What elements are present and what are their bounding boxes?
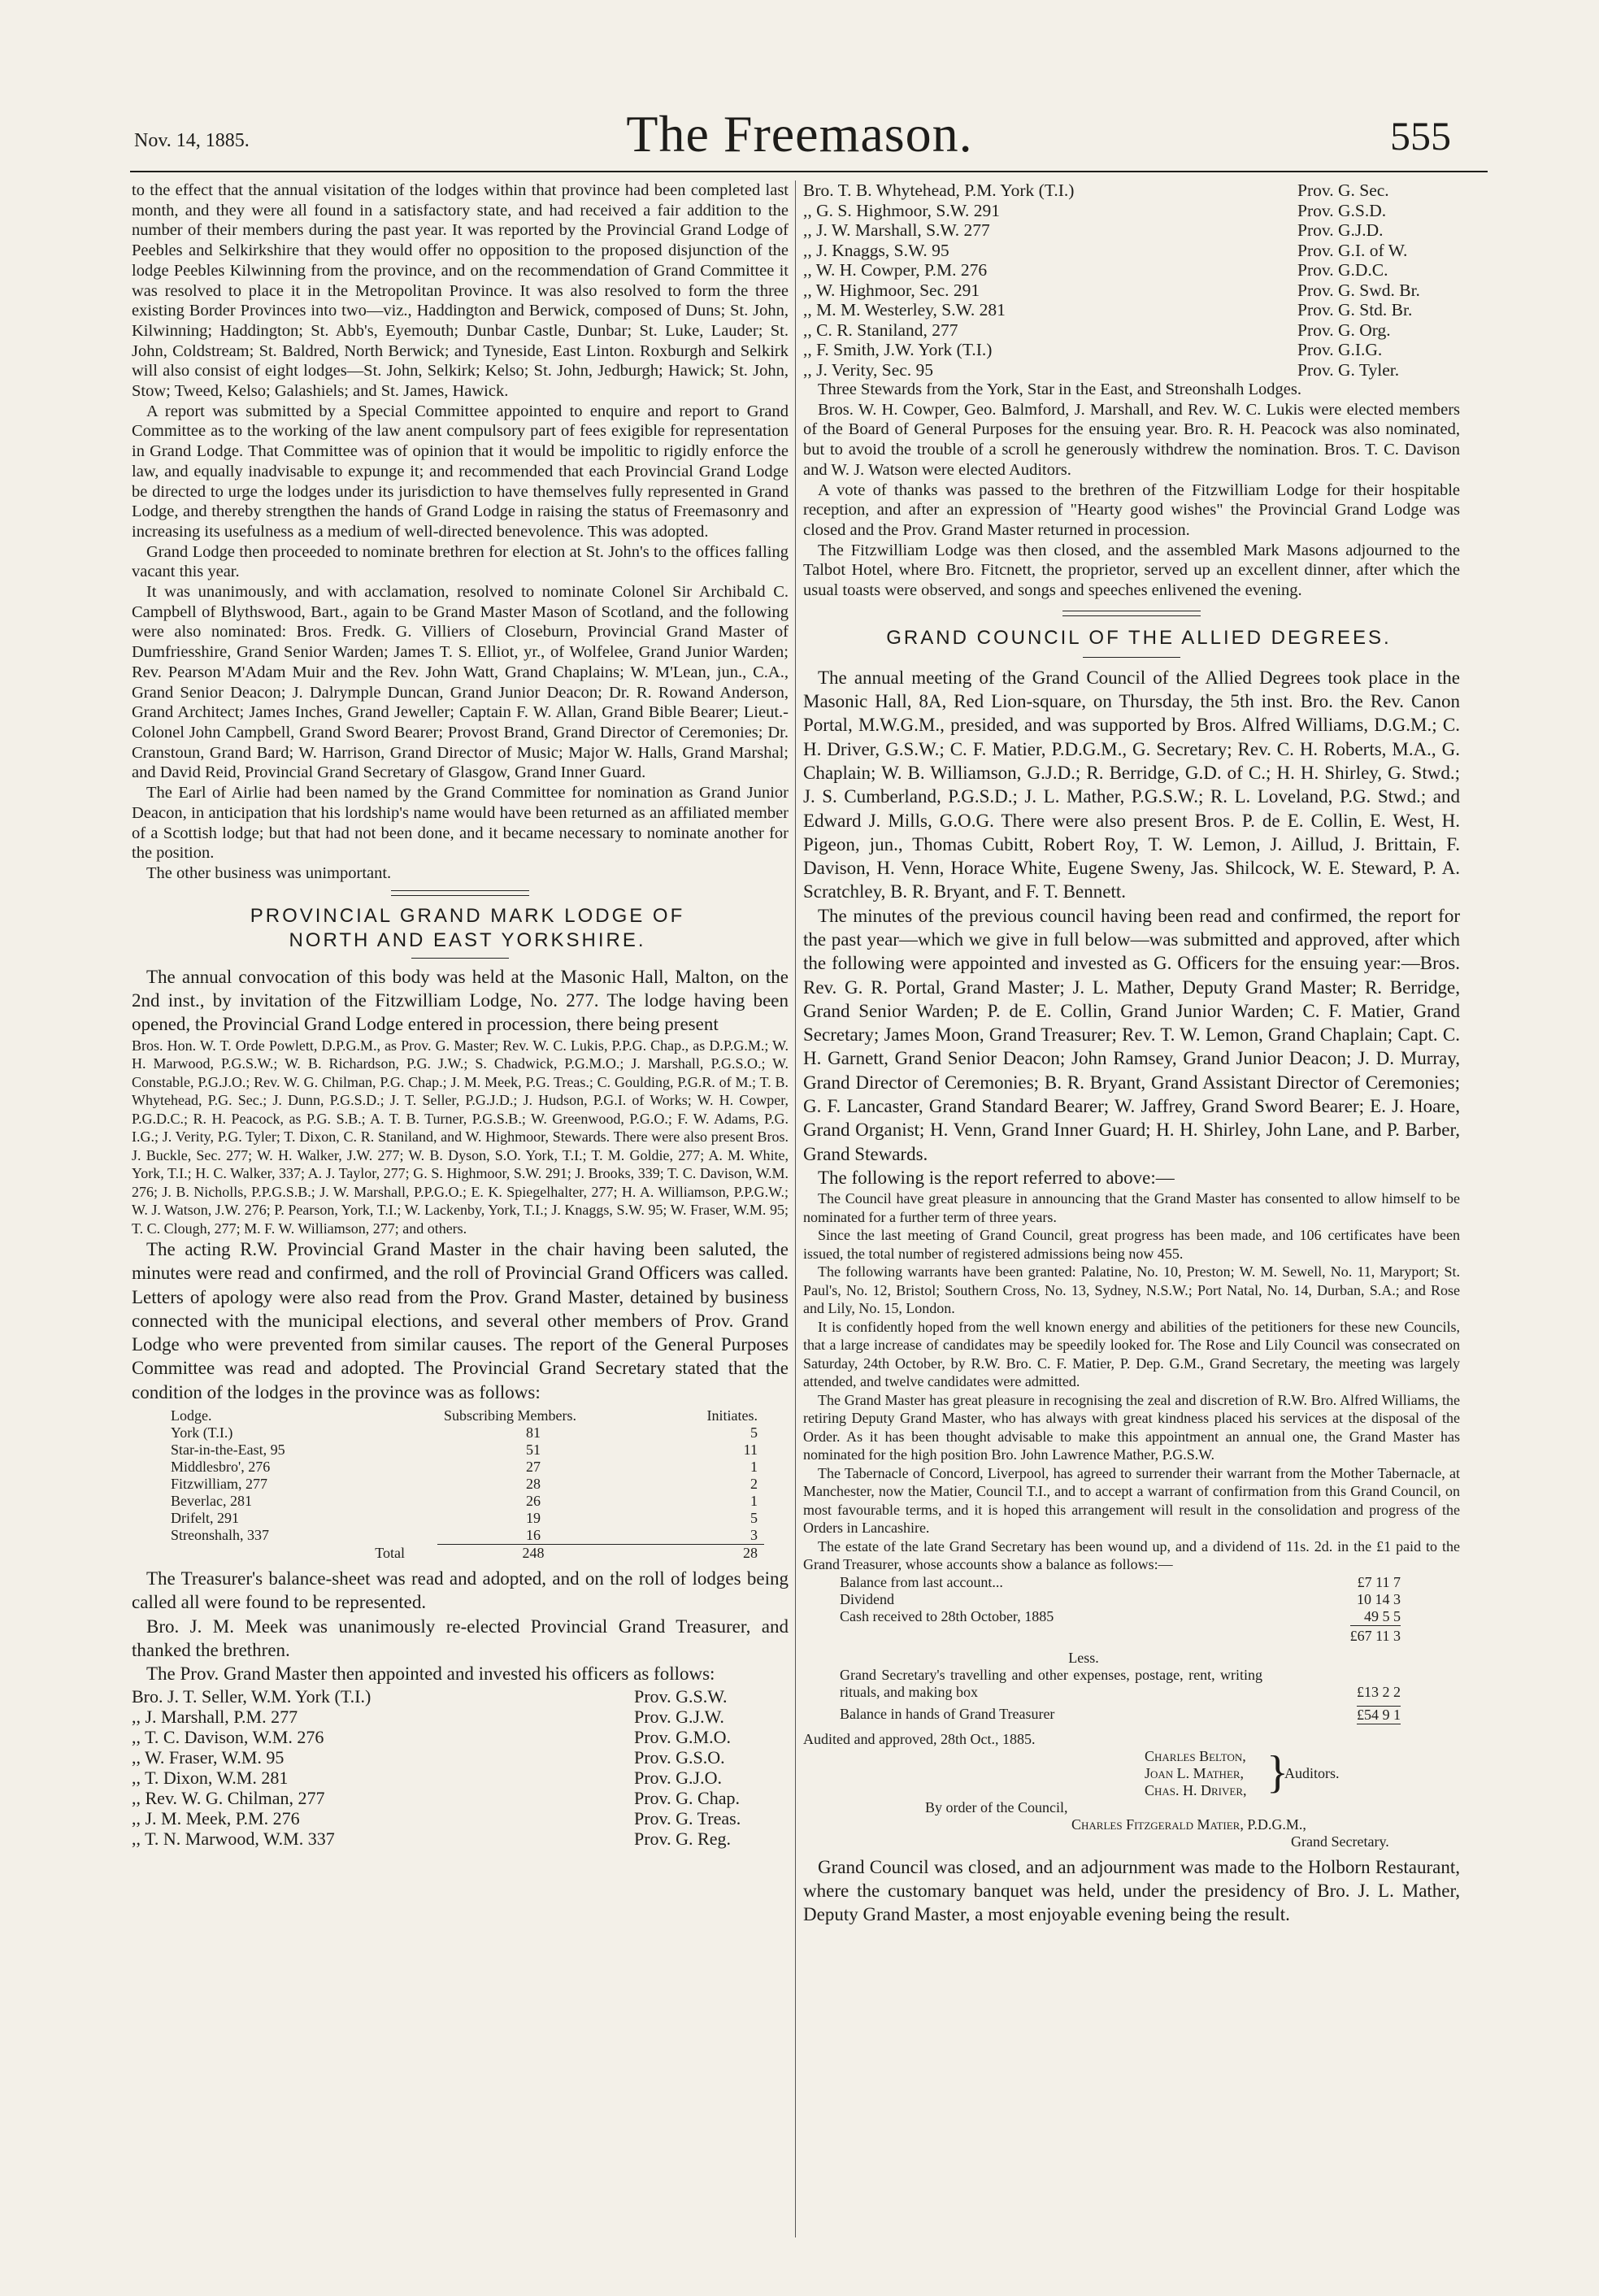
initiates-count: 11: [743, 1442, 758, 1459]
officer-office: Prov. G.I.G.: [1297, 340, 1383, 359]
members-count: 26: [526, 1493, 541, 1510]
signatory-title: Grand Secretary.: [1291, 1833, 1389, 1850]
account-row: [840, 1608, 1401, 1625]
members-count: 28: [526, 1476, 541, 1493]
officer-office: Prov. G. Swd. Br.: [1297, 280, 1420, 300]
less-label: Less.: [1068, 1649, 1099, 1666]
members-count: 51: [526, 1442, 541, 1459]
auditors-label: Auditors.: [1284, 1764, 1340, 1781]
article-paragraph: Grand Lodge then proceeded to nominate brethren for election at St. John's to the offices falling vacant this year.: [132, 542, 789, 581]
column-divider: [795, 180, 796, 2237]
lodge-name: Fitzwilliam, 277: [171, 1476, 267, 1493]
officer-office: Prov. G.S.D.: [1297, 200, 1387, 220]
officer-name: ,, J. Knaggs, S.W. 95: [803, 240, 949, 260]
officer-office: Prov. G.S.W.: [634, 1685, 728, 1707]
balance-amount: £54 9 1: [1357, 1706, 1401, 1723]
report-paragraph: The estate of the late Grand Secretary has been wound up, and a dividend of 11s. 2d. in the £1 paid to the Grand Treasurer, whose accounts show a balance as follows:—: [803, 1537, 1460, 1573]
members-count: 16: [526, 1527, 541, 1544]
section-heading: PROVINCIAL GRAND MARK LODGE OF: [250, 904, 685, 927]
officer-office: Prov. G.S.O.: [634, 1746, 725, 1768]
balance-label: Balance in hands of Grand Treasurer: [840, 1705, 1055, 1722]
officer-office: Prov. G. Reg.: [634, 1828, 731, 1849]
account-total-row: [840, 1625, 1401, 1645]
report-paragraph: Since the last meeting of Grand Council, great progress has been made, and 106 certificates have been issued, the total number of registered admissions being now 455.: [803, 1227, 1460, 1262]
officer-name: ,, W. Fraser, W.M. 95: [132, 1746, 285, 1768]
section-heading: NORTH AND EAST YORKSHIRE.: [289, 928, 646, 951]
account-row: [840, 1706, 1401, 1724]
officer-office: Prov. G.I. of W.: [1297, 240, 1408, 260]
article-paragraph: The other business was unimportant.: [146, 863, 392, 882]
audit-signature-block: [803, 1731, 1460, 1850]
masthead-title: The Freemason.: [626, 105, 973, 163]
officers-list: [132, 1686, 789, 1849]
account-label: Balance from last account...: [840, 1573, 1003, 1590]
account-amount: 49 5 5: [1364, 1607, 1401, 1624]
officer-name: Bro. T. B. Whytehead, P.M. York (T.I.): [803, 180, 1075, 200]
lodge-name: Streonshalh, 337: [171, 1527, 269, 1544]
total-initiates: 28: [629, 1545, 764, 1563]
officer-name: ,, F. Smith, J.W. York (T.I.): [803, 340, 993, 359]
lodge-name: Middlesbro', 276: [171, 1459, 271, 1476]
account-label: Cash received to 28th October, 1885: [840, 1607, 1054, 1624]
officer-office: Prov. G. Chap.: [634, 1787, 740, 1808]
officer-office: Prov. G.D.C.: [1297, 260, 1388, 280]
expense-label: Grand Secretary's travelling and other expenses, postage, rent, writing rituals, and making box: [840, 1666, 1262, 1700]
list-item: [132, 1768, 789, 1788]
lodge-statistics-table: [164, 1407, 764, 1562]
article-paragraph: The Earl of Airlie had been named by the Grand Committee for nomination as Grand Junior Deacon, in anticipation that his lordship's name would have been returned as an affiliated member of a Scottish lodge; but that had not been done, and it became necessary to nominate another for the position.: [132, 784, 789, 863]
report-paragraph: The Tabernacle of Concord, Liverpool, has agreed to surrender their warrant from the Mother Tabernacle, at Manchester, now the Matier, Council T.I., and to accept a warrant of confirmation from this Grand Council, on most favourable terms, and it is hoped this arrangement will result in the consolidation and progress of the Orders in Lancashire.: [803, 1464, 1460, 1537]
officer-office: Prov. G. Std. Br.: [1297, 300, 1413, 320]
article-paragraph: A vote of thanks was passed to the brethren of the Fitzwilliam Lodge for their hospitable reception, and after an expression of "Hearty good wishes" the Provincial Grand Lodge was closed and the Prov. Grand Master returned in procession.: [803, 481, 1460, 539]
list-item: [803, 260, 1460, 280]
officer-name: Bro. J. T. Seller, W.M. York (T.I.): [132, 1685, 372, 1707]
article-paragraph: Three Stewards from the York, Star in the East, and Streonshalh Lodges.: [818, 380, 1301, 398]
table-row: [164, 1424, 764, 1442]
table-row: [164, 1493, 764, 1510]
list-item: [132, 1788, 789, 1808]
report-paragraph: The Council have great pleasure in announcing that the Grand Master has consented to allow himself to be nominated for a further term of three years.: [803, 1190, 1460, 1225]
table-row: [164, 1527, 764, 1545]
account-amount: £7 11 7: [1357, 1573, 1401, 1590]
account-total: £67 11 3: [1350, 1625, 1401, 1645]
officer-name: ,, J. Verity, Sec. 95: [803, 359, 934, 380]
audited-line: Audited and approved, 28th Oct., 1885.: [803, 1730, 1036, 1747]
report-paragraph: The Grand Master has great pleasure in recognising the zeal and discretion of R.W. Bro. Alfred Williams, the retiring Deputy Grand Master, who has always with great kindness placed his services at the disposal of the Order. As it has been thought advisable to make this appointment an annual one, the Grand Master has nominated for the high position Bro. John Lawrence Mather, P.G.S.W.: [803, 1391, 1460, 1463]
officer-office: Prov. G. Org.: [1297, 320, 1391, 340]
officer-name: ,, W. H. Cowper, P.M. 276: [803, 260, 988, 280]
total-members: 248: [437, 1545, 629, 1563]
officer-office: Prov. G.J.W.: [634, 1706, 724, 1727]
officer-name: ,, J. Marshall, P.M. 277: [132, 1706, 298, 1727]
lodge-name: York (T.I.): [171, 1424, 233, 1442]
initiates-count: 1: [750, 1459, 758, 1476]
article-paragraph: The Prov. Grand Master then appointed and invested his officers as follows:: [146, 1663, 715, 1685]
list-item: [132, 1829, 789, 1849]
list-item: [803, 320, 1460, 341]
officer-office: Prov. G.M.O.: [634, 1726, 731, 1747]
council-report: [803, 1189, 1460, 1574]
article-paragraph: A report was submitted by a Special Committee appointed to enquire and report to Grand Committee as to the working of the law anent compulsory part of fees exigible for representation in Grand Lodge. That Committee was of opinion that it would be impolitic to rigidly enforce the law, and equally inadvisable to expunge it; and recommended that each Provincial Grand Lodge be directed to urge the lodges under its jurisdiction to have themselves fully represented in Grand Lodge, and thereby strengthen the hands of Grand Lodge in raising the status of Freemasonry and increasing its usefulness as a medium of well-directed benevolence. This was adopted.: [132, 402, 789, 541]
list-item: [132, 1686, 789, 1707]
section-rule: [1062, 611, 1201, 616]
members-count: 81: [526, 1424, 541, 1442]
article-paragraph: The following is the report referred to above:—: [818, 1167, 1175, 1188]
account-amount: 10 14 3: [1357, 1590, 1401, 1607]
officers-list: [803, 180, 1460, 380]
list-item: [132, 1707, 789, 1727]
list-item: [803, 180, 1460, 201]
page-header: [0, 0, 1599, 163]
account-label: Dividend: [840, 1590, 894, 1607]
officer-name: ,, W. Highmoor, Sec. 291: [803, 280, 980, 300]
article-paragraph: Grand Council was closed, and an adjournment was made to the Holborn Restaurant, where the customary banquet was held, under the presidency of Bro. J. L. Mather, Deputy Grand Master, a most enjoyable evening being the result.: [803, 1856, 1460, 1925]
initiates-count: 2: [750, 1476, 758, 1493]
article-paragraph: The minutes of the previous council having been read and confirmed, the report for the past year—which we give in full below—was submitted and approved, after which the following were appointed and invested as G. Officers for the ensuing year:—Bros. Rev. G. R. Portal, Grand Master; J. L. Mather, Deputy Grand Master; R. Berridge, Grand Senior Warden; P. de E. Collin, Grand Junior Warden; C. F. Matier, Grand Secretary; James Moon, Grand Treasurer; Rev. T. W. Lemon, Grand Chaplain; Capt. C. H. Garnett, Grand Senior Deacon; John Ramsey, Grand Junior Deacon; J. D. Murray, Grand Director of Ceremonies; B. R. Bryant, Grand Assistant Director of Ceremonies; G. F. Lancaster, Grand Standard Bearer; W. Jaffrey, Grand Sword Bearer; E. J. Hoare, Grand Organist; H. Venn, Grand Inner Guard; H. H. Shirley, John Lane, and P. Barber, Grand Stewards.: [803, 905, 1460, 1164]
list-item: [803, 201, 1460, 221]
officer-office: Prov. G. Tyler.: [1297, 359, 1400, 380]
list-item: [803, 241, 1460, 261]
attendance-list: Bros. Hon. W. T. Orde Powlett, D.P.G.M., as Prov. G. Master; Rev. W. C. Lukis, P.P.G. Chap., as D.P.G.M.; W. H. Marwood, P.G.S.W.; W. B. Richardson, P.G. J.W.; S. Chadwick, P.G.M.O.; J. Marshall, P.G.S.O.; W. Constable, P.G.J.O.; Rev. W. G. Chilman, P.G. Chap.; J. M. Meek, P.G. Treas.; C. Goulding, P.G.R. of M.; T. B. Whytehead, P.G. Sec.; J. Dunn, P.G.S.D.; J. T. Seller, P.G.J.D.; J. Hudson, P.G.I. of Works; W. H. Cowper, P.G.D.C.; R. H. Peacock, as P.G. S.B.; A. T. B. Turner, P.G.S.B.; W. Greenwood, P.G.O.; F. W. Adams, P.G. I.G.; J. Verity, P.G. Tyler; T. Dixon, C. R. Staniland, and W. Highmoor, Stewards. There were also present Bros. J. Buckle, Sec. 277; W. H. Walker, J.W. 277; W. B. Dyson, S.O. York, T.I.; T. M. Goldie, 277; A. M. White, York, T.I.; H. C. Walker, 337; A. J. Taylor, 277; G. S. Highmoor, S.W. 291; J. Brooks, 339; T. C. Davison, W.M. 276; J. B. Nicholls, P.P.G.S.B.; J. W. Marshall, P.P.G.O.; E. K. Spiegelhalter, 277; H. A. Williamson, P.P.G.W.; W. J. Watson, J.W. 276; P. Pearson, York, T.I.; W. Lackenby, York, T.I.; J. Knaggs, S.W. 95; W. Fraser, W.M. 95; T. C. Clough, 277; M. F. W. Williamson, 277; and others.: [132, 1037, 789, 1237]
table-total-row: [164, 1545, 764, 1563]
officer-name: ,, G. S. Highmoor, S.W. 291: [803, 200, 1001, 220]
officer-name: ,, Rev. W. G. Chilman, 277: [132, 1787, 325, 1808]
officer-office: Prov. G.J.O.: [634, 1767, 722, 1788]
article-paragraph: Bros. W. H. Cowper, Geo. Balmford, J. Marshall, and Rev. W. C. Lukis were elected members of the Board of General Purposes for the ensuing year. Bro. R. H. Peacock was also nominated, but to avoid the trouble of a scroll he generously withdrew the nomination. Bros. T. C. Davison and W. J. Watson were elected Auditors.: [803, 400, 1460, 479]
list-item: [803, 280, 1460, 301]
officer-name: ,, M. M. Westerley, S.W. 281: [803, 300, 1006, 320]
article-paragraph: to the effect that the annual visitation of the lodges within that province had been completed last month, and they were all found in a satisfactory state, and had received a fair addition to the number of their members during the past year. It was reported by the Provincial Grand Lodge of Peebles and Selkirkshire that they would offer no opposition to the proposed disjunction of the lodge Peebles Kilwinning from the province, and on the recommendation of Grand Committee it was resolved to place it in the Metropolitan Province. It was also resolved to form the three existing Border Provinces into two—viz., Haddington and Berwick, composed of Duns; St. John, Kilwinning; Haddington; St. Abb's, Eyemouth; Dunbar Castle, Dunbar; St. Luke, Lauder; St. John, Coldstream; St. Baldred, North Berwick; and Tyneside, East Linton. Roxburgh and Selkirk will also consist of eight lodges—St. John, Selkirk; Kelso; St. John, Jedburgh; Hawick; St. John, Stow; Tweed, Kelso; Galashiels; and St. James, Hawick.: [132, 181, 789, 401]
left-column: [132, 180, 789, 1849]
auditor-name: Joan L. Mather,: [1145, 1764, 1245, 1781]
report-paragraph: The following warrants have been granted: Palatine, No. 10, Preston; W. M. Sewell, No. 11, Maryport; St. Paul's, No. 12, Bristol; Southern Cross, No. 13, Sydney, N.S.W.; Port Natal, No. 14, Durban, S.A.; and Rose and Lily, No. 15, London.: [803, 1263, 1460, 1317]
auditor-name: Chas. H. Driver,: [1145, 1781, 1247, 1798]
account-row: [840, 1667, 1401, 1701]
list-item: [132, 1727, 789, 1747]
treasurer-accounts: [840, 1574, 1460, 1724]
signatory-name: Charles Fitzgerald Matier, P.D.G.M.,: [1071, 1815, 1306, 1833]
list-item: [803, 300, 1460, 320]
total-label: Total: [375, 1544, 405, 1561]
list-item: [132, 1808, 789, 1829]
article-paragraph: The acting R.W. Provincial Grand Master in the chair having been saluted, the minutes were read and confirmed, and the roll of Provincial Grand Officers was called. Letters of apology were also read from the Prov. Grand Master, detained by business connected with the municipal elections, and several other members of Prov. Grand Lodge who were prevented from similar causes. The report of the General Purposes Committee was read and adopted. The Provincial Grand Secretary stated that the condition of the lodges in the province was as follows:: [132, 1239, 789, 1402]
auditor-name: Charles Belton,: [1145, 1747, 1246, 1764]
report-paragraph: It is confidently hoped from the well known energy and abilities of the petitioners for these new Councils, that a large increase of candidates may be speedily looked for. The Rose and Lily Council was consecrated on Saturday, 24th October, by R.W. Bro. C. F. Matier, P. Dep. G.M., Grand Secretary, the meeting was largely attended, and twelve candidates were admitted.: [803, 1318, 1460, 1390]
section-rule: [391, 890, 529, 896]
issue-date: Nov. 14, 1885.: [134, 130, 250, 151]
expense-amount: £13 2 2: [1357, 1683, 1401, 1700]
table-header: Lodge.: [171, 1407, 212, 1424]
officer-office: Prov. G.J.D.: [1297, 220, 1384, 240]
article-paragraph: The annual meeting of the Grand Council of the Allied Degrees took place in the Masonic Hall, 8A, Red Lion-square, on Thursday, the 5th inst. Bro. the Rev. Canon Portal, M.W.G.M., presided, and was supported by Bros. Alfred Williams, D.G.M.; C. H. Driver, G.S.W.; C. F. Matier, P.D.G.M., G. Secretary; Rev. C. H. Roberts, M.A., G. Chaplain; W. B. Williamson, G.J.D.; R. Berridge, G.D. of C.; H. H. Shirley, G. Stwd.; J. S. Cumberland, P.G.S.D.; J. L. Mather, P.G.S.W.; R. L. Loveland, P.G. Stwd.; and Edward J. Mills, G.O.G. There were also present Bros. P. de E. Collin, E. West, H. Pigeon, jun., Thomas Cubitt, Robert Roy, T. W. Lemon, J. Aillud, J. Brittain, F. Davison, H. Venn, Horace White, Eugene Sweny, Jas. Shilcock, W. E. Steward, P. A. Scratchley, B. R. Bryant, and F. T. Bennett.: [803, 667, 1460, 902]
initiates-count: 3: [750, 1527, 758, 1544]
initiates-count: 5: [750, 1424, 758, 1442]
lodge-name: Beverlac, 281: [171, 1493, 252, 1510]
officer-name: ,, C. R. Staniland, 277: [803, 320, 958, 340]
by-order-line: By order of the Council,: [925, 1798, 1068, 1815]
page-number: 555: [1390, 113, 1451, 159]
list-item: [132, 1747, 789, 1768]
account-row: [840, 1574, 1401, 1591]
auditors-block: [1145, 1748, 1460, 1799]
article-paragraph: It was unanimously, and with acclamation, resolved to nominate Colonel Sir Archibald C. Campbell of Blythswood, Bart., again to be Grand Master Mason of Scotland, and the following were also nominated: Bros. Fredk. G. Villiers of Closeburn, Provincial Grand Master of Dumfriesshire, Grand Senior Warden; James T. S. Elliot, yr., of Wolfelee, Grand Junior Warden; Rev. Pearson M'Adam Muir and the Rev. John Watt, Grand Chaplains; W. M'Lean, jun., C.A., Grand Senior Deacon; J. Dalrymple Duncan, Grand Junior Deacon; Dr. R. Rowand Anderson, Grand Architect; James Inches, Grand Jeweller; Captain F. W. Allan, Grand Bible Bearer; Lieut.-Colonel John Campbell, Grand Sword Bearer; Provost Brand, Grand Director of Ceremonies; Dr. Cranstoun, Grand Bard; W. Harrison, Grand Director of Music; Major W. Halls, Grand Marshal; and David Reid, Provincial Grand Secretary of Glasgow, Grand Inner Guard.: [132, 583, 789, 782]
officer-name: ,, J. M. Meek, P.M. 276: [132, 1807, 300, 1829]
article-paragraph: Bro. J. M. Meek was unanimously re-elected Provincial Grand Treasurer, and thanked the brethren.: [132, 1615, 789, 1660]
article-paragraph: The Fitzwilliam Lodge was then closed, and the assembled Mark Masons adjourned to the Talbot Hotel, where Bro. Fitcnett, the proprietor, served up an excellent dinner, after which the usual toasts were observed, and songs and speeches enlivened the evening.: [803, 541, 1460, 600]
brace: }: [1267, 1746, 1288, 1798]
officer-name: ,, T. N. Marwood, W.M. 337: [132, 1828, 335, 1849]
table-header: Subscribing Members.: [444, 1407, 576, 1424]
article-paragraph: The annual convocation of this body was held at the Masonic Hall, Malton, on the 2nd inst., by invitation of the Fitzwilliam Lodge, No. 277. The lodge having been opened, the Provincial Grand Lodge entered in procession, there being present: [132, 966, 789, 1035]
list-item: [803, 360, 1460, 380]
table-header: Initiates.: [706, 1407, 758, 1424]
table-row: [164, 1442, 764, 1459]
table-row: [164, 1459, 764, 1476]
officer-name: ,, J. W. Marshall, S.W. 277: [803, 220, 990, 240]
table-row: [164, 1476, 764, 1493]
initiates-count: 1: [750, 1493, 758, 1510]
officer-name: ,, T. C. Davison, W.M. 276: [132, 1726, 324, 1747]
lodge-name: Drifelt, 291: [171, 1510, 239, 1527]
right-column: [803, 180, 1460, 1927]
list-item: [803, 220, 1460, 241]
officer-office: Prov. G. Treas.: [634, 1807, 741, 1829]
header-rule: [130, 171, 1488, 172]
table-row: [164, 1510, 764, 1527]
section-heading: GRAND COUNCIL OF THE ALLIED DEGREES.: [886, 626, 1392, 649]
officer-name: ,, T. Dixon, W.M. 281: [132, 1767, 289, 1788]
lodge-name: Star-in-the-East, 95: [171, 1442, 285, 1459]
members-count: 19: [526, 1510, 541, 1527]
account-row: [840, 1591, 1401, 1608]
initiates-count: 5: [750, 1510, 758, 1527]
list-item: [803, 340, 1460, 360]
article-paragraph: The Treasurer's balance-sheet was read and adopted, and on the roll of lodges being called all were found to be represented.: [132, 1568, 789, 1613]
members-count: 27: [526, 1459, 541, 1476]
officer-office: Prov. G. Sec.: [1297, 180, 1389, 200]
